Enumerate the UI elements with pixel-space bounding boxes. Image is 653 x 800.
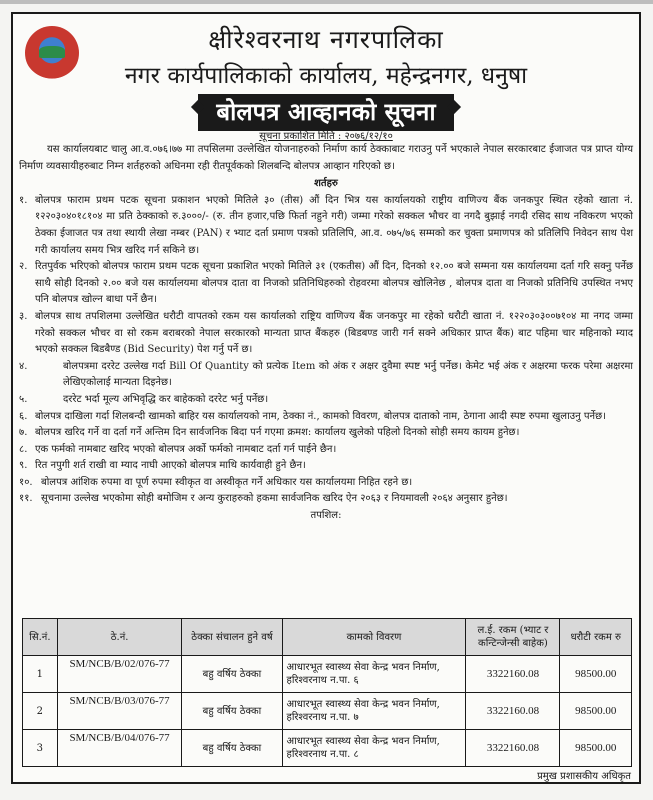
table-header-row (23, 619, 632, 656)
table-row (23, 730, 632, 767)
tender-table (22, 618, 632, 767)
office-subtitle: नगर कार्यपालिकाको कार्यालय, महेन्द्रनगर, धनुषा (124, 63, 528, 89)
condition-item (19, 491, 633, 508)
cell-deposit: 98500.00 (560, 693, 632, 730)
condition-number: १. (19, 194, 28, 206)
published-date (13, 128, 639, 142)
condition-text: बोलपत्र दाखिला गर्दा शिलबन्दी खामको बाहिर यस कार्यालयको नाम, ठेक्का नं., कामको विवरण, बोलपत्र दाताको नाम, ठेगाना आदी स्पष्ट रुपमा खुलाउनु पर्नेछ। (35, 410, 606, 422)
condition-item (19, 193, 633, 259)
conditions-heading: शर्तहरु (314, 178, 338, 190)
condition-number: ७. (19, 427, 28, 439)
condition-number: २. (19, 261, 28, 273)
condition-number: ५. (19, 393, 28, 405)
intro-paragraph: यस कार्यालयबाट चालु आ.व.०७६।७७ मा तपसिलमा उल्लेखित योजनाहरुको निर्माण कार्य ठेक्काबाट गराउनु पर्ने भएकाले नेपाल सरकारबाट ईजाजत पत्र प्राप्त योग्य निर्माण व्यवसायीहरुबाट निम्न शर्तहरुको अधिनमा रही रीतपूर्वकको शिलबन्दि बोलपत्र आव्हान गरिएको छ। (19, 144, 633, 172)
cell-deposit: 98500.00 (560, 656, 632, 693)
condition-text: बोलपत्रमा दररेट उल्लेख गर्दा Bill Of Quantity को प्रत्येक Item को अंक र अक्षर दुवैमा स्पष्ट भर्नु पर्नेछ। केमेट भई अंक र अक्षरमा फरक परेमा अक्षरमा लेखिएकोलाई मान्यता दिइनेछ। (63, 360, 633, 389)
condition-text: सूचनामा उल्लेख भएकोमा सोही बमोजिम र अन्य कुराहरुको हकमा सार्वजनिक खरिद ऐन २०६३ र नियमावली २०६४ अनुसार हुनेछ। (41, 493, 508, 505)
condition-number: ३. (19, 310, 28, 322)
condition-number: ११. (19, 493, 33, 505)
table-title: तपशिल: (310, 510, 342, 522)
condition-text: रितपुर्वक भरिएको बोलपत्र फाराम प्रथम पटक सूचना प्रकाशित भएको मितिले ३१ (एकतीस) औं दिन, दिनको १२.०० बजे सम्मना यस कार्यालयमा दर्ता गरि सक्नु पर्नेछ साथै सोही दिनको २.०० बजे यस कार्यालयमा बोलपत्र दाता वा निजको प्रतिनिधिहरुको रोहवरमा बोलपत्र खोलिनेछ , बोलपत्र दाता वा निजको प्रतिनिधि उपस्थित नभए पनि बोलपत्र खोल्न बाधा पर्ने छैन। (35, 261, 633, 306)
condition-number: ६. (19, 410, 28, 422)
cell-contract-no: SM/NCB/B/04/076-77 (57, 730, 182, 767)
cell-sn: 3 (23, 730, 58, 767)
condition-item (19, 309, 633, 359)
col-header-deposit: धरौटी रकम रु (560, 619, 632, 656)
col-header-estimate: ल.ई. रकम (भ्याट र कन्टिन्जेन्सी बाहेक) (466, 619, 560, 656)
top-border (0, 0, 653, 4)
signatory-title: प्रमुख प्रशासकीय अधिकृत (537, 771, 631, 782)
cell-year: बहु वर्षिय ठेक्का (182, 693, 282, 730)
condition-item (19, 392, 633, 409)
cell-estimate: 3322160.08 (466, 656, 560, 693)
cell-estimate: 3322160.08 (466, 693, 560, 730)
cell-description: आधारभूत स्वास्थ्य सेवा केन्द्र भवन निर्माण, हरिश्वरनाथ न.पा. ८ (282, 730, 466, 767)
table-row (23, 693, 632, 730)
col-header-contract-no: ठे.नं. (57, 619, 182, 656)
condition-item (19, 425, 633, 442)
tender-notice (11, 12, 641, 784)
notice-banner (13, 94, 639, 131)
condition-item (19, 259, 633, 309)
condition-item (19, 409, 633, 426)
cell-sn: 2 (23, 693, 58, 730)
cell-contract-no: SM/NCB/B/03/076-77 (57, 693, 182, 730)
condition-item (19, 475, 633, 492)
cell-description: आधारभूत स्वास्थ्य सेवा केन्द्र भवन निर्माण, हरिश्वरनाथ न.पा. ७ (282, 693, 466, 730)
table-row (23, 656, 632, 693)
condition-item (19, 442, 633, 459)
condition-text: एक फर्मको नामबाट खरिद भएको बोलपत्र अर्को फर्मको नामबाट दर्ता गर्न पाईने छैन। (35, 443, 337, 455)
condition-text: दररेट भर्दा मूल्य अभिवृद्धि कर बाहेकको दररेट भर्नु पर्नेछ। (63, 393, 269, 405)
condition-number: ४. (19, 360, 28, 372)
col-header-sn: सि.नं. (23, 619, 58, 656)
municipality-title: क्षीरेश्वरनाथ नगरपालिका (208, 25, 444, 54)
conditions-list (19, 193, 633, 508)
notice-banner-text: बोलपत्र आव्हानको सूचना (198, 94, 453, 131)
condition-text: बोलपत्र आंशिक रुपमा वा पूर्ण रुपमा स्वीकृत वा अस्वीकृत गर्ने अधिकार यस कार्यालयमा निहित रहने छ। (41, 476, 413, 488)
condition-text: रित नपुगी शर्त राखी वा म्याद नाघी आएको बोलपत्र माथि कार्यवाही हुने छैन। (35, 460, 306, 472)
cell-contract-no: SM/NCB/B/02/076-77 (57, 656, 182, 693)
cell-year: बहु वर्षिय ठेक्का (182, 656, 282, 693)
cell-sn: 1 (23, 656, 58, 693)
condition-text: बोलपत्र फाराम प्रथम पटक सूचना प्रकाशन भएको मितिले ३० (तीस) औं दिन भित्र यस कार्यालयको राष्ट्रीय वाणिज्य बैंक जनकपुर स्थित रहेको खाता नं. १२२०३०४०१८१०४ मा प्रति ठेक्काको रु.३०००/- (रु. तीन हजार,पछि फिर्ता नहुने गरी) जम्मा गरेको सक्कल भौचर वा नगदै बुझाई नगदी रसिद साथ नविकरण भएको ठेक्का ईजाजत पत्र तथा स्थायी लेखा नम्बर (PAN) र भ्याट दर्ता प्रमाण पत्रको प्रतिलिपि, आ.व. ०७५/७६ सम्मको कर चुक्ता प्रमाणपत्र को प्रतिलिपि निवेदन साथ पेश गरी कार्यालय समय भित्र खरिद गर्न सकिने छ। (35, 194, 633, 256)
cell-estimate: 3322160.08 (466, 730, 560, 767)
condition-text: बोलपत्र खरिद गर्ने वा दर्ता गर्ने अन्तिम दिन सार्वजनिक बिदा पर्न गएमा क्रमश: कार्यालय खुलेको पहिलो दिनको सोही समय कायम हुनेछ। (35, 427, 520, 439)
condition-number: ९. (19, 460, 28, 472)
cell-year: बहु वर्षिय ठेक्का (182, 730, 282, 767)
cell-deposit: 98500.00 (560, 730, 632, 767)
condition-item (19, 359, 633, 392)
condition-item (19, 458, 633, 475)
condition-number: ८. (19, 443, 28, 455)
cell-description: आधारभूत स्वास्थ्य सेवा केन्द्र भवन निर्माण, हरिश्वरनाथ न.पा. ६ (282, 656, 466, 693)
col-header-year: ठेक्का संचालन हुने वर्ष (182, 619, 282, 656)
condition-number: १०. (19, 476, 33, 488)
col-header-description: कामको विवरण (282, 619, 466, 656)
published-date-text: सूचना प्रकाशित मिति : २०७६/१२/१० (259, 131, 393, 142)
notice-body (19, 142, 633, 525)
condition-text: बोलपत्र साथ तपशिलमा उल्लेखित धरौटी वापतको रकम यस कार्यालको राष्ट्रिय वाणिज्य बैंक जनकपुर मा रहेको धरौटी खाता नं. १२२०३०३००७१०४ मा नगद जम्मा गरेको सक्कल भौचर वा सो रकम बराबरको नेपाल सरकारको मान्यता प्राप्त बैंकहरु (बिडबण्ड जारी गर्न सक्ने अधिकार प्राप्त बैंक) बाट पहिमा चार महिनाको म्याद भएको सक्कल बिडबैण्ड (Bid Security) पेश गर्नु पर्ने छ। (35, 310, 633, 356)
